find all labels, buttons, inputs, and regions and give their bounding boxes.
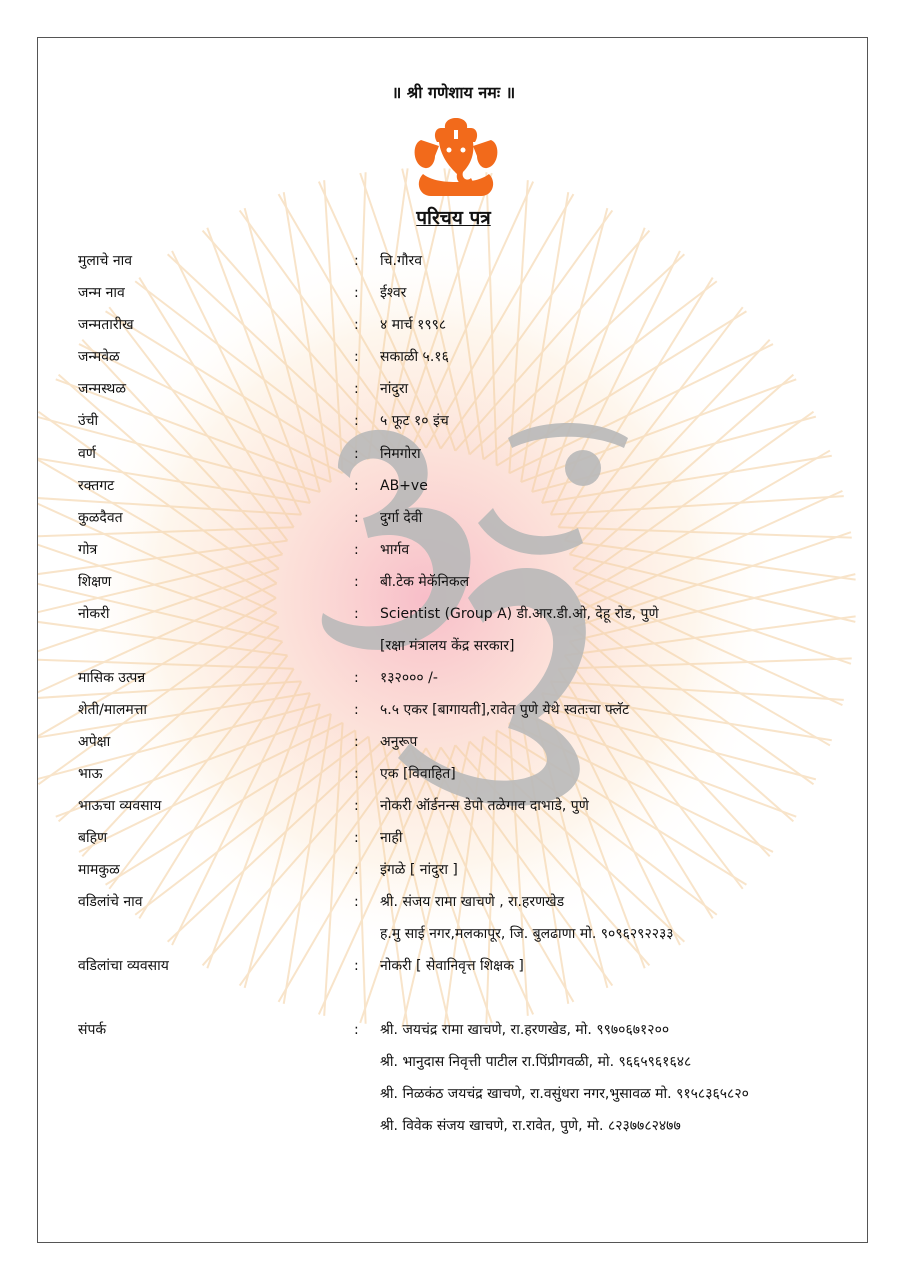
field-separator: : <box>354 1022 359 1038</box>
field-separator: : <box>354 702 359 718</box>
field-label: मामकुळ <box>78 862 120 878</box>
field-label: जन्मवेळ <box>78 349 120 365</box>
field-value: श्री. संजय रामा खाचणे , रा.हरणखेड <box>380 894 565 910</box>
field-label: भाऊ <box>78 766 103 782</box>
field-value: ईश्वर <box>380 285 407 301</box>
field-separator: : <box>354 862 359 878</box>
field-value: चि.गौरव <box>380 253 422 269</box>
biodata-page <box>37 37 868 1243</box>
field-label: अपेक्षा <box>78 734 111 750</box>
field-separator: : <box>354 958 359 974</box>
field-label: जन्मतारीख <box>78 317 134 333</box>
contact-line: श्री. विवेक संजय खाचणे, रा.रावेत, पुणे, मो. ८२३७७८२४७७ <box>380 1118 681 1134</box>
field-value: AB+ve <box>380 478 428 494</box>
contact-line: श्री. जयचंद्र रामा खाचणे, रा.हरणखेड, मो. ९९७०६७१२०० <box>380 1022 670 1038</box>
field-label: उंची <box>78 413 99 429</box>
field-separator: : <box>354 446 359 462</box>
field-label: वर्ण <box>78 446 96 462</box>
field-separator: : <box>354 670 359 686</box>
field-label: वडिलांचा व्यवसाय <box>78 958 169 974</box>
field-value: सकाळी ५.१६ <box>380 349 449 365</box>
field-label: वडिलांचे नाव <box>78 894 143 910</box>
field-separator: : <box>354 894 359 910</box>
field-value: Scientist (Group A) डी.आर.डी.ओ, देहू रोड, पुणे <box>380 606 659 622</box>
field-separator: : <box>354 349 359 365</box>
field-value: ५.५ एकर [बागायती],रावेत पुणे येथे स्वतःचा फ्लॅट <box>380 702 630 718</box>
field-separator: : <box>354 798 359 814</box>
field-value: १३२००० /- <box>380 670 438 686</box>
field-value-continued: ह.मु साई नगर,मलकापूर, जि. बुलढाणा मो. ९०९६२९२२३३ <box>380 926 674 942</box>
contact-line: श्री. निळकंठ जयचंद्र खाचणे, रा.वसुंधरा नगर,भुसावळ मो. ९१५८३६५८२० <box>380 1086 749 1102</box>
contact-label: संपर्क <box>78 1022 107 1038</box>
field-value: दुर्गा देवी <box>380 510 423 526</box>
field-label: जन्म नाव <box>78 285 125 301</box>
field-separator: : <box>354 317 359 333</box>
field-value: इंगळे [ नांदुरा ] <box>380 862 458 878</box>
field-label: गोत्र <box>78 542 98 558</box>
field-label: नोकरी <box>78 606 110 622</box>
field-label: जन्मस्थळ <box>78 381 126 397</box>
field-separator: : <box>354 606 359 622</box>
field-value: बी.टेक मेकॅनिकल <box>380 574 470 590</box>
ganesha-icon <box>411 116 501 198</box>
field-label: शिक्षण <box>78 574 112 590</box>
field-value: नाही <box>380 830 403 846</box>
field-value: एक [विवाहित] <box>380 766 456 782</box>
field-value: ४ मार्च १९९८ <box>380 317 447 333</box>
document-title: परिचय पत्र <box>416 207 491 229</box>
invocation: ॥ श्री गणेशाय नमः ॥ <box>391 83 516 102</box>
field-separator: : <box>354 734 359 750</box>
field-separator: : <box>354 253 359 269</box>
field-separator: : <box>354 766 359 782</box>
field-label: भाऊचा व्यवसाय <box>78 798 162 814</box>
field-separator: : <box>354 478 359 494</box>
field-separator: : <box>354 413 359 429</box>
field-label: रक्तगट <box>78 478 115 494</box>
field-separator: : <box>354 830 359 846</box>
field-value: निमगोरा <box>380 446 421 462</box>
field-label: मुलाचे नाव <box>78 253 133 269</box>
field-value: नोकरी ऑर्डनन्स डेपो तळेगाव दाभाडे, पुणे <box>380 798 589 814</box>
field-separator: : <box>354 542 359 558</box>
field-label: बहिण <box>78 830 108 846</box>
field-separator: : <box>354 381 359 397</box>
field-value: अनुरूप <box>380 734 418 750</box>
field-label: कुळदैवत <box>78 510 123 526</box>
field-separator: : <box>354 285 359 301</box>
field-separator: : <box>354 510 359 526</box>
field-value: ५ फूट १० इंच <box>380 413 449 429</box>
field-value: नोकरी [ सेवानिवृत्त शिक्षक ] <box>380 958 524 974</box>
field-value: भार्गव <box>380 542 410 558</box>
field-separator: : <box>354 574 359 590</box>
contact-line: श्री. भानुदास निवृत्ती पाटील रा.पिंप्रीगवळी, मो. ९६६५९६१६४८ <box>380 1054 692 1070</box>
field-label: शेती/मालमत्ता <box>78 702 148 718</box>
field-label: मासिक उत्पन्न <box>78 670 146 686</box>
field-value-continued: [रक्षा मंत्रालय केंद्र सरकार] <box>380 638 515 654</box>
field-value: नांदुरा <box>380 381 409 397</box>
